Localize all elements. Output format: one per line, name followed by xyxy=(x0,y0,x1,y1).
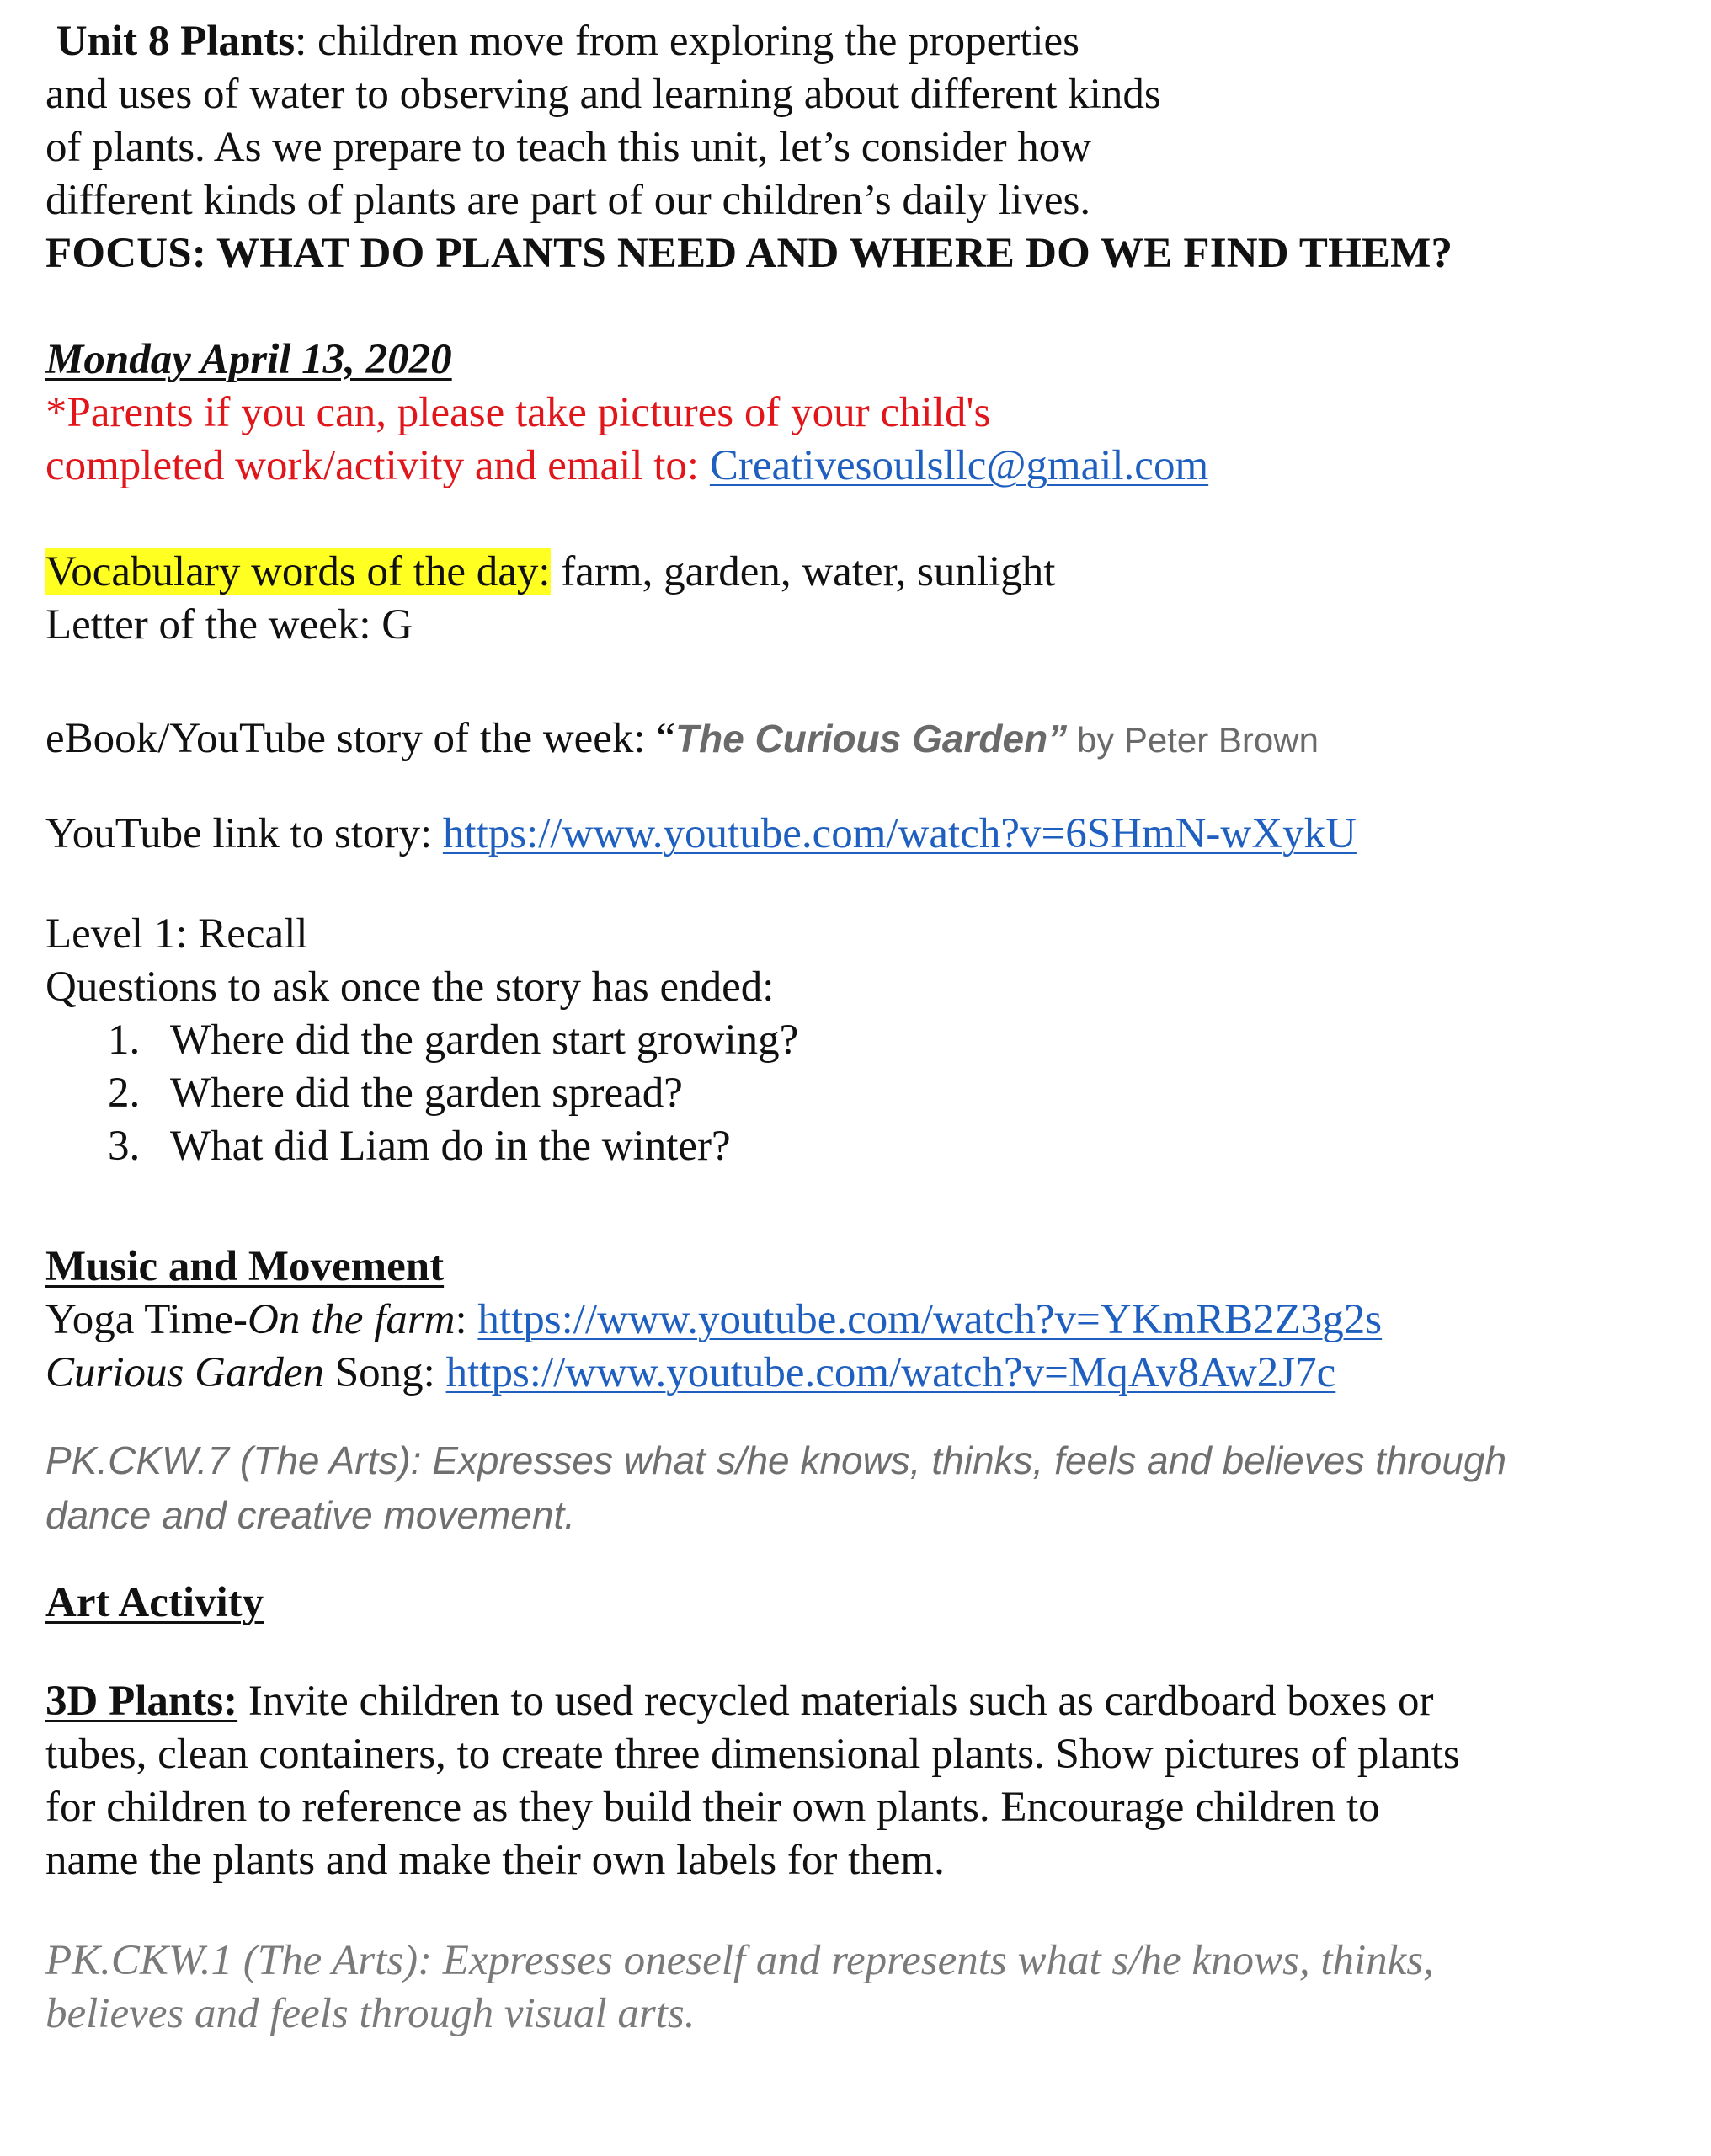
art-line2: tubes, clean containers, to create three dimensional plants. Show pictures of plants xyxy=(45,1731,1460,1778)
song-youtube-link[interactable]: https://www.youtube.com/watch?v=MqAv8Aw2J7c xyxy=(445,1349,1336,1396)
level-heading: Level 1: Recall xyxy=(45,910,308,958)
day-section xyxy=(45,334,1679,493)
letter-of-week: Letter of the week: G xyxy=(45,601,413,648)
yoga-title: On the farm xyxy=(248,1296,456,1343)
parents-note-line2: completed work/activity and email to: xyxy=(45,442,710,489)
list-item: 3. What did Liam do in the winter? xyxy=(108,1123,731,1170)
book-title: The Curious Garden” xyxy=(675,717,1068,760)
unit-label: Unit 8 Plants xyxy=(56,18,296,65)
story-youtube-link[interactable]: https://www.youtube.com/watch?v=6SHmN-wXykU xyxy=(442,810,1357,857)
art-standard-line2: believes and feels through visual arts. xyxy=(45,1990,696,2037)
date-heading: Monday April 13, 2020 xyxy=(45,336,452,383)
yoga-youtube-link[interactable]: https://www.youtube.com/watch?v=YKmRB2Z3g2s xyxy=(477,1296,1383,1343)
list-item: 1. Where did the garden start growing? xyxy=(108,1017,799,1064)
music-standard-line2: dance and creative movement. xyxy=(45,1493,576,1537)
story-prefix: eBook/YouTube story of the week: “ xyxy=(45,715,675,762)
book-author: by Peter Brown xyxy=(1067,720,1319,760)
intro-line2: and uses of water to observing and learning about different kinds xyxy=(45,71,1161,118)
focus-heading: FOCUS: WHAT DO PLANTS NEED AND WHERE DO WE FIND THEM? xyxy=(45,230,1453,277)
youtube-label: YouTube link to story: xyxy=(45,810,443,857)
intro-line1: : children move from exploring the properties xyxy=(295,18,1080,65)
music-heading: Music and Movement xyxy=(45,1243,445,1290)
intro-line4: different kinds of plants are part of our children’s daily lives. xyxy=(45,177,1091,224)
question-list xyxy=(45,1014,1679,1173)
intro-line3: of plants. As we prepare to teach this unit, let’s consider how xyxy=(45,124,1092,171)
music-standard-line1: PK.CKW.7 (The Arts): Expresses what s/he knows, thinks, feels and believes through xyxy=(45,1438,1507,1482)
recall-section xyxy=(45,908,1679,1173)
story-section xyxy=(45,705,1679,861)
vocab-label: Vocabulary words of the day: xyxy=(45,548,551,595)
questions-intro: Questions to ask once the story has ended: xyxy=(45,963,775,1011)
vocab-words: farm, garden, water, sunlight xyxy=(550,548,1056,595)
document-page xyxy=(45,15,1679,2041)
song-title: Curious Garden xyxy=(45,1349,325,1396)
vocab-section xyxy=(45,546,1679,652)
parents-note-line1: *Parents if you can, please take pictures of your child's xyxy=(45,389,991,436)
unit-intro xyxy=(45,15,1679,280)
music-section: Music and Movement Yoga Time-On the farm: https://www.youtube.com/watch?v=YKmRB2Z3g2s Curious Garden Song: https://www.youtube.com/watch?v=MqAv8Aw2J7c PK.CKW.7 (The Arts): Expresses what s/he knows, thinks, feels and believes through dance and creative movement. xyxy=(45,1241,1679,1543)
art-standard-line1: PK.CKW.1 (The Arts): Expresses oneself and represents what s/he knows, thinks, xyxy=(45,1937,1434,1984)
list-item: 2. Where did the garden spread? xyxy=(108,1070,683,1117)
art-label: 3D Plants: xyxy=(45,1678,238,1725)
art-section: Art Activity 3D Plants: Invite children to used recycled materials such as cardboard boxes or tubes, clean containers, to create three dimensional plants. Show pictures of plants for children to reference as they build their own plants. Encourage children to name the plants and make their own labels for them. PK.CKW.1 (The Arts): Expresses oneself and represents what s/he knows, thinks, believes and feels through visual arts. xyxy=(45,1577,1679,2041)
art-line3: for children to reference as they build their own plants. Encourage children to xyxy=(45,1784,1380,1831)
email-link[interactable]: Creativesoulsllc@gmail.com xyxy=(709,442,1209,489)
art-heading: Art Activity xyxy=(45,1579,264,1626)
art-line4: name the plants and make their own labels for them. xyxy=(45,1837,945,1884)
